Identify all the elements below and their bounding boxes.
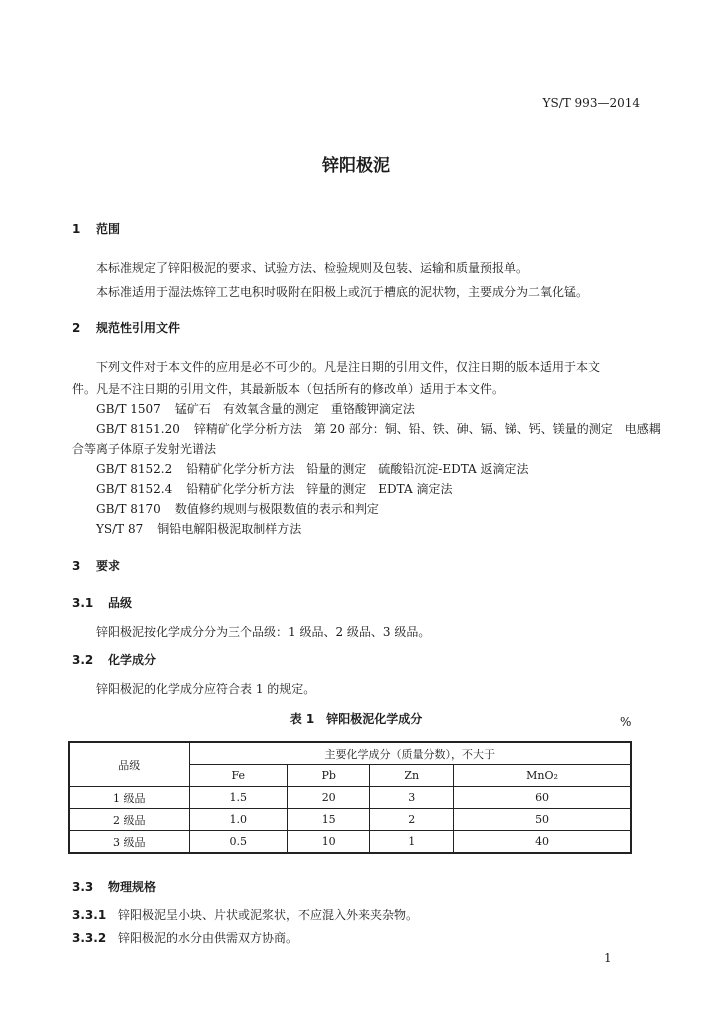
page-number: 1	[604, 951, 612, 965]
grade-cell: 1 级品	[69, 787, 189, 809]
table-caption: 表 1 锌阳极泥化学成分	[289, 712, 423, 726]
paragraph: 锌阳极泥按化学成分分为三个品级：1 级品、2 级品、3 级品。	[96, 625, 431, 639]
table-row	[69, 787, 631, 809]
page-title: 锌阳极泥	[322, 156, 390, 176]
section-title: 品级	[108, 596, 133, 610]
section-title: 要求	[96, 559, 121, 573]
clause-text: 锌阳极泥的水分由供需双方协商。	[118, 931, 299, 945]
section-1-heading	[72, 221, 120, 237]
paragraph: 锌阳极泥的化学成分应符合表 1 的规定。	[96, 682, 316, 696]
reference-code: GB/T 8170	[96, 502, 161, 516]
reference-item	[96, 501, 379, 517]
value-cell: 0.5	[189, 831, 288, 854]
reference-item	[96, 421, 661, 437]
column-header: Pb	[288, 765, 370, 787]
grade-header: 品级	[69, 742, 189, 787]
section-number: 2	[72, 321, 81, 335]
value-cell: 60	[454, 787, 631, 809]
reference-code: GB/T 1507	[96, 402, 161, 416]
value-cell: 3	[370, 787, 454, 809]
reference-code: YS/T 87	[96, 522, 144, 536]
group-header: 主要化学成分（质量分数），不大于	[189, 742, 631, 765]
reference-title: 数值修约规则与极限数值的表示和判定	[174, 502, 379, 516]
reference-code: GB/T 8152.2	[96, 462, 173, 476]
reference-code: GB/T 8152.4	[96, 482, 173, 496]
section-number: 3.1	[72, 596, 94, 610]
reference-item	[96, 481, 452, 497]
reference-item	[96, 461, 529, 477]
value-cell: 50	[454, 809, 631, 831]
standard-number: YS/T 993—2014	[542, 96, 640, 110]
section-title: 物理规格	[108, 880, 157, 894]
clause-number: 3.3.1	[72, 908, 107, 922]
section-number: 3	[72, 559, 81, 573]
value-cell: 2	[370, 809, 454, 831]
reference-item	[96, 401, 415, 417]
clause-3-3-2	[72, 930, 298, 946]
table-row	[69, 831, 631, 854]
value-cell: 1	[370, 831, 454, 854]
reference-item	[96, 521, 301, 537]
value-cell: 10	[288, 831, 370, 854]
section-3-heading	[72, 558, 120, 574]
clause-number: 3.3.2	[72, 931, 107, 945]
column-header: Zn	[370, 765, 454, 787]
reference-title: 铅精矿化学分析方法 铅量的测定 硫酸铅沉淀-EDTA 返滴定法	[186, 462, 529, 476]
reference-title: 锰矿石 有效氧含量的测定 重铬酸钾滴定法	[174, 402, 415, 416]
value-cell: 1.0	[189, 809, 288, 831]
reference-title-continued: 合等离子体原子发射光谱法	[72, 442, 217, 456]
section-number: 3.3	[72, 880, 94, 894]
paragraph: 下列文件对于本文件的应用是必不可少的。凡是注日期的引用文件，仅注日期的版本适用于本文	[96, 360, 601, 374]
column-header: Fe	[189, 765, 288, 787]
reference-title: 铅精矿化学分析方法 锌量的测定 EDTA 滴定法	[186, 482, 453, 496]
value-cell: 15	[288, 809, 370, 831]
clause-3-3-1	[72, 907, 418, 923]
paragraph: 件。凡是不注日期的引用文件，其最新版本（包括所有的修改单）适用于本文件。	[72, 382, 505, 396]
grade-cell: 3 级品	[69, 831, 189, 854]
table-row	[69, 809, 631, 831]
clause-text: 锌阳极泥呈小块、片状或泥浆状，不应混入外来夹杂物。	[118, 908, 419, 922]
section-title: 规范性引用文件	[96, 321, 181, 335]
section-3-3-heading	[72, 879, 156, 895]
section-number: 3.2	[72, 653, 94, 667]
paragraph: 本标准适用于湿法炼锌工艺电积时吸附在阳极上或沉于槽底的泥状物，主要成分为二氧化锰。	[96, 285, 589, 299]
section-number: 1	[72, 222, 81, 236]
paragraph: 本标准规定了锌阳极泥的要求、试验方法、检验规则及包装、运输和质量预报单。	[96, 261, 529, 275]
section-2-heading	[72, 320, 180, 336]
section-title: 范围	[96, 222, 121, 236]
chemical-composition-table	[68, 741, 632, 854]
value-cell: 20	[288, 787, 370, 809]
value-cell: 40	[454, 831, 631, 854]
value-cell: 1.5	[189, 787, 288, 809]
section-title: 化学成分	[108, 653, 157, 667]
section-3-1-heading	[72, 595, 132, 611]
reference-title: 铜铅电解阳极泥取制样方法	[157, 522, 302, 536]
grade-cell: 2 级品	[69, 809, 189, 831]
section-3-2-heading	[72, 652, 156, 668]
column-header: MnO₂	[454, 765, 631, 787]
table-unit: %	[620, 715, 632, 729]
reference-code: GB/T 8151.20	[96, 422, 180, 436]
reference-title: 锌精矿化学分析方法 第 20 部分：铜、铅、铁、砷、镉、锑、钙、镁量的测定 电感耦	[193, 422, 661, 436]
